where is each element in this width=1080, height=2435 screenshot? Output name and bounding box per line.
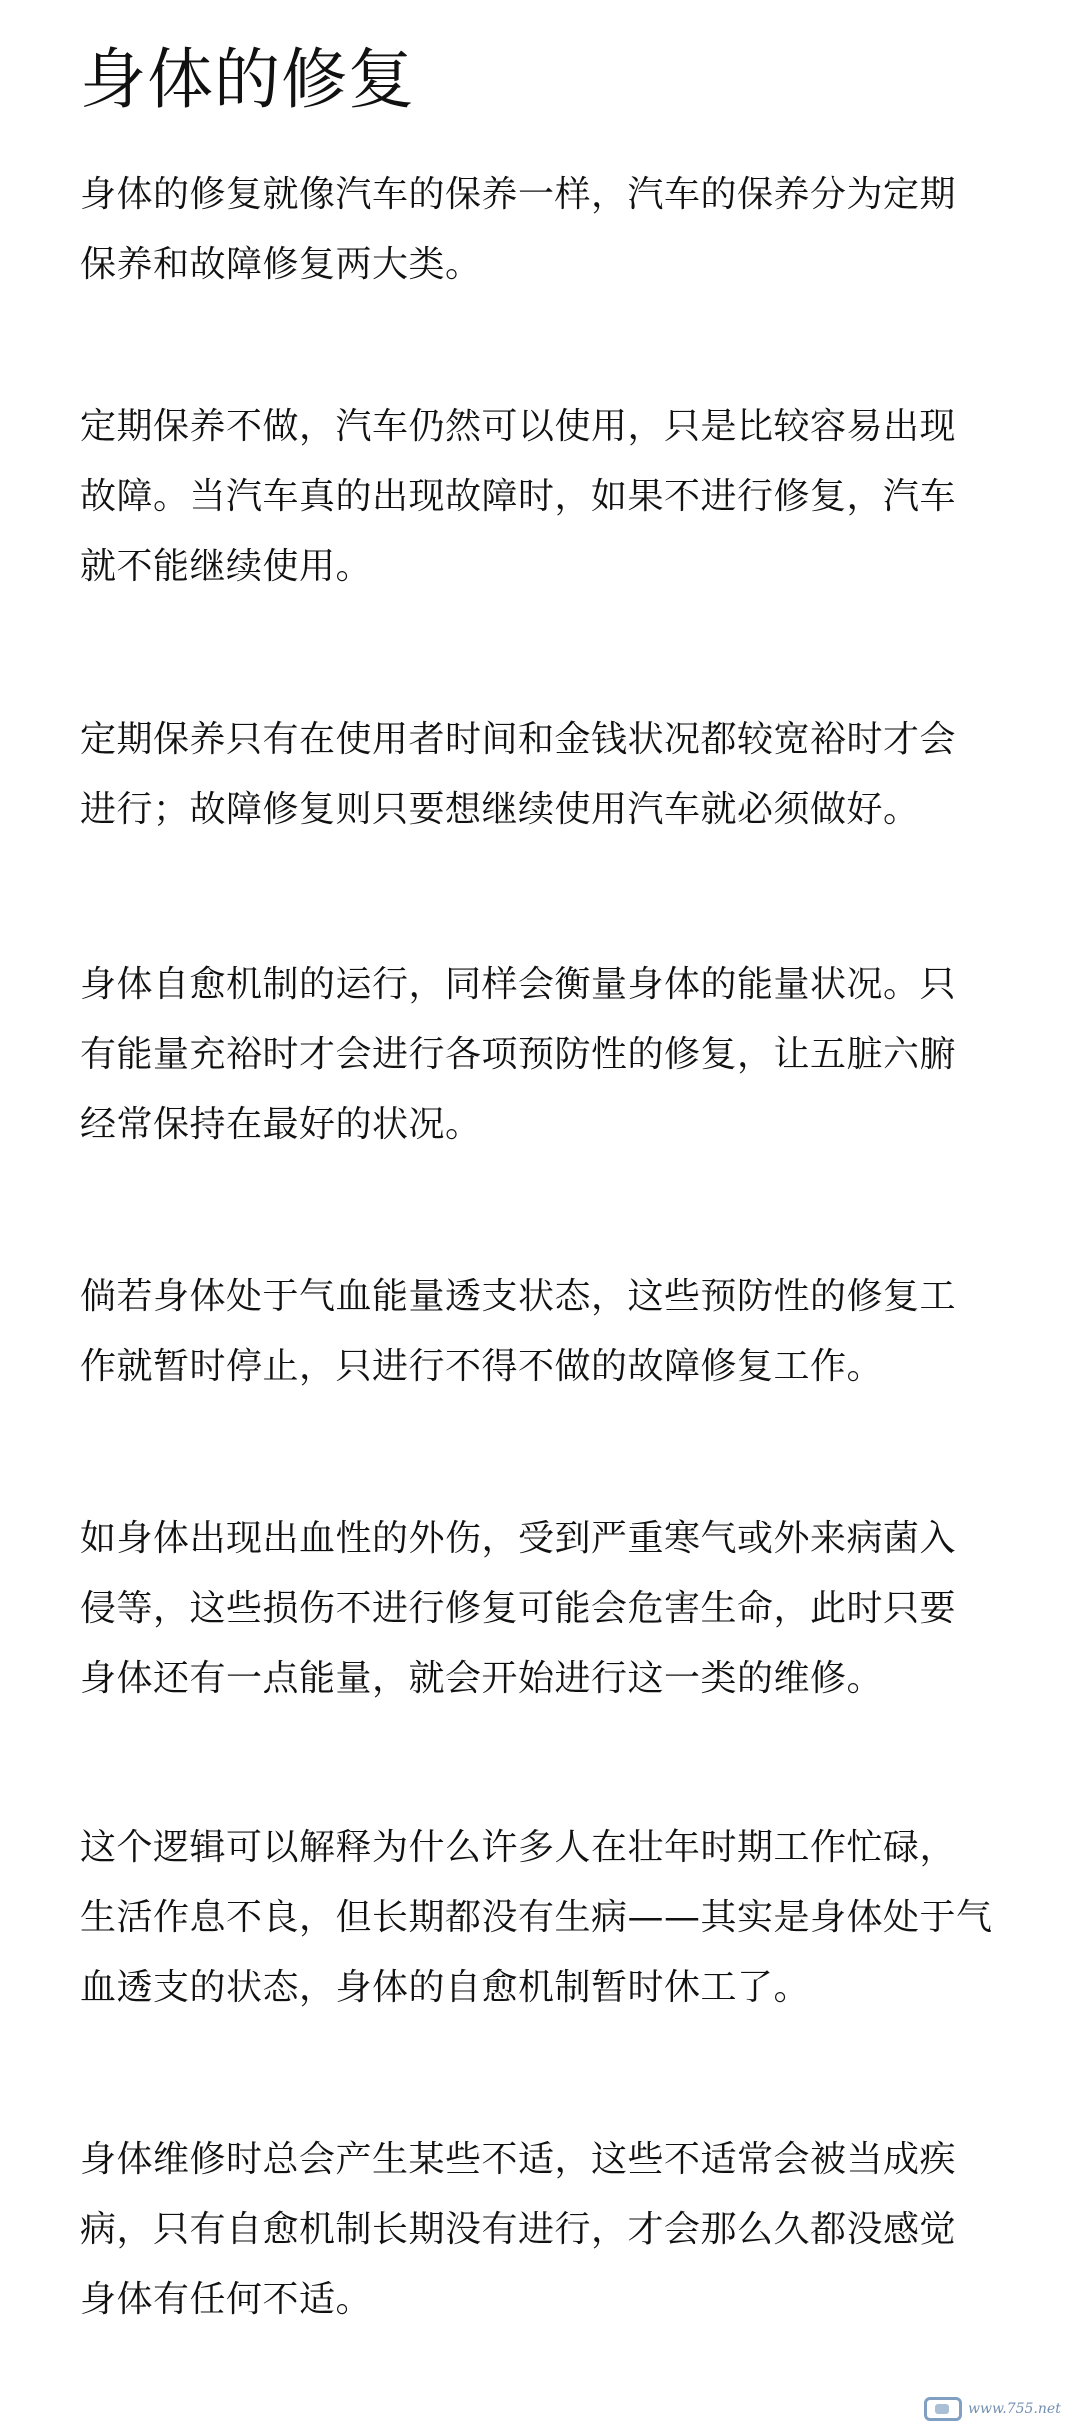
paragraph-7: 这个逻辑可以解释为什么许多人在壮年时期工作忙碌， 生活作息不良，但长期都没有生病——其实是身体处于气 血透支的状态，身体的自愈机制暂时休工了。 <box>80 1827 993 2008</box>
paragraph-4: 身体自愈机制的运行，同样会衡量身体的能量状况。只 有能量充裕时才会进行各项预防性的修复，让五脏六腑 经常保持在最好的状况。 <box>80 964 957 1145</box>
watermark-text: www.755.net <box>968 2401 1061 2417</box>
paragraph-3: 定期保养只有在使用者时间和金钱状况都较宽裕时才会 进行；故障修复则只要想继续使用汽车就必须做好。 <box>80 719 957 830</box>
paragraph-8: 身体维修时总会产生某些不适，这些不适常会被当成疾 病，只有自愈机制长期没有进行，才会那么久都没感觉 身体有任何不适。 <box>80 2139 957 2320</box>
page-title: 身体的修复 <box>80 41 415 118</box>
watermark <box>924 2389 1074 2429</box>
paragraph-5: 倘若身体处于气血能量透支状态，这些预防性的修复工 作就暂时停止，只进行不得不做的故障修复工作。 <box>80 1276 957 1387</box>
paragraph-2: 定期保养不做，汽车仍然可以使用，只是比较容易出现 故障。当汽车真的出现故障时，如果不进行修复，汽车 就不能继续使用。 <box>80 406 957 587</box>
paragraph-1: 身体的修复就像汽车的保养一样，汽车的保养分为定期 保养和故障修复两大类。 <box>80 174 957 285</box>
paragraph-6: 如身体出现出血性的外伤，受到严重寒气或外来病菌入 侵等，这些损伤不进行修复可能会危害生命，此时只要 身体还有一点能量，就会开始进行这一类的维修。 <box>80 1518 957 1699</box>
site-logo-icon <box>924 2397 962 2421</box>
